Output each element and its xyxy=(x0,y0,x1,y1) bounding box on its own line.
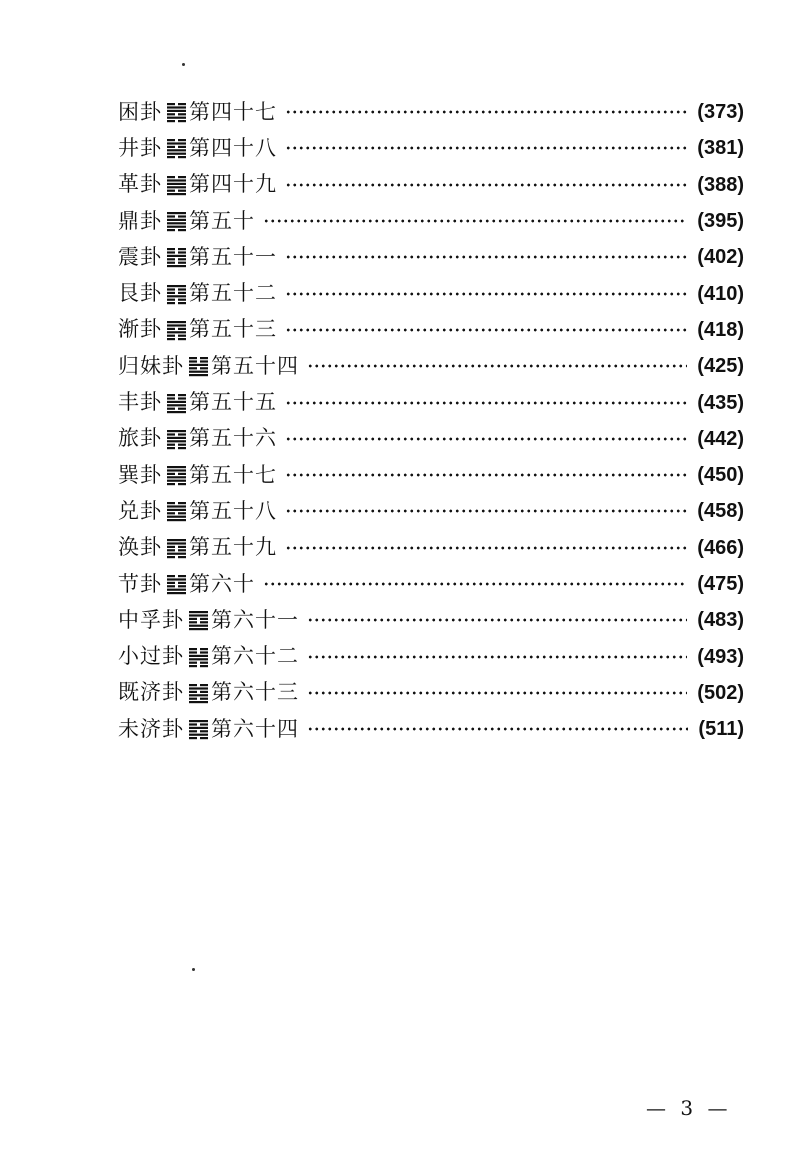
yang-line xyxy=(167,470,186,472)
toc-entry[interactable] xyxy=(118,675,744,711)
toc-entry[interactable] xyxy=(118,275,744,311)
yin-line-segment xyxy=(167,113,175,115)
hexagram-symbol-icon xyxy=(167,464,186,486)
hexagram-name: 震卦 xyxy=(118,244,162,269)
yang-line xyxy=(167,265,186,267)
yang-line xyxy=(167,440,186,442)
hexagram-name: 井卦 xyxy=(118,135,162,160)
yin-line-segment xyxy=(200,367,208,369)
dot-leader xyxy=(307,691,687,695)
yin-line-segment xyxy=(178,575,186,577)
yin-line-segment xyxy=(167,120,175,122)
page-reference: (402) xyxy=(697,246,744,269)
hexagram-name: 巽卦 xyxy=(118,462,162,487)
yang-line xyxy=(167,552,186,554)
toc-entry[interactable] xyxy=(118,94,744,130)
hexagram-symbol-icon xyxy=(167,573,186,595)
hexagram-name: 小过卦 xyxy=(118,644,184,669)
hexagram-name: 节卦 xyxy=(118,571,162,596)
dot-leader xyxy=(285,473,687,477)
yin-line-segment xyxy=(200,618,208,620)
yin-line-segment xyxy=(167,513,175,515)
dot-leader xyxy=(307,364,687,368)
hexagram-order: 第五十五 xyxy=(189,390,277,415)
dot-leader xyxy=(307,727,688,731)
yin-line-segment xyxy=(178,473,186,475)
yin-line-segment xyxy=(189,697,197,699)
yin-line-segment xyxy=(200,730,208,732)
hexagram-order: 第六十一 xyxy=(211,607,299,632)
page-reference: (493) xyxy=(697,645,744,668)
yin-line-segment xyxy=(178,394,186,396)
hexagram-symbol-icon xyxy=(189,718,208,740)
yang-line xyxy=(167,539,186,541)
page-reference: (511) xyxy=(698,718,744,741)
toc-entry[interactable] xyxy=(118,711,744,747)
yang-line xyxy=(167,212,186,214)
yang-line xyxy=(167,321,186,323)
yin-line-segment xyxy=(167,394,175,396)
hexagram-name: 未济卦 xyxy=(118,716,184,741)
yin-line-segment xyxy=(167,433,175,435)
yin-line-segment xyxy=(167,215,175,217)
yang-line xyxy=(167,295,186,297)
yin-line-segment xyxy=(200,661,208,663)
hexagram-symbol-icon xyxy=(189,355,208,377)
yin-line-segment xyxy=(178,146,186,148)
hexagram-order: 第四十八 xyxy=(189,135,277,160)
yin-line-segment xyxy=(178,397,186,399)
yin-line-segment xyxy=(178,139,186,141)
yang-line xyxy=(189,694,208,696)
yin-line-segment xyxy=(200,651,208,653)
yang-line xyxy=(167,150,186,152)
yin-line-segment xyxy=(189,361,197,363)
yin-line-segment xyxy=(189,648,197,650)
hexagram-name: 革卦 xyxy=(118,172,162,197)
yin-line-segment xyxy=(178,176,186,178)
yin-line-segment xyxy=(167,288,175,290)
yang-line xyxy=(189,374,208,376)
yang-line xyxy=(189,611,208,613)
yin-line-segment xyxy=(178,447,186,449)
yang-line xyxy=(167,476,186,478)
yang-line xyxy=(167,480,186,482)
hexagram-symbol-icon xyxy=(167,500,186,522)
hexagram-order: 第六十三 xyxy=(211,680,299,705)
hexagram-name: 渐卦 xyxy=(118,317,162,342)
yin-line-segment xyxy=(167,397,175,399)
hexagram-order: 第五十 xyxy=(189,208,255,233)
yang-line xyxy=(167,255,186,257)
yin-line-segment xyxy=(167,556,175,558)
yang-line xyxy=(167,404,186,406)
hexagram-name: 中孚卦 xyxy=(118,607,184,632)
yang-line xyxy=(167,578,186,580)
yang-line xyxy=(167,542,186,544)
yang-line xyxy=(189,687,208,689)
dot-leader xyxy=(307,655,687,659)
yang-line xyxy=(189,658,208,660)
yang-line xyxy=(167,592,186,594)
dot-leader xyxy=(285,509,687,513)
yin-line-segment xyxy=(189,684,197,686)
yin-line-segment xyxy=(167,585,175,587)
yin-line-segment xyxy=(189,661,197,663)
yin-line-segment xyxy=(178,407,186,409)
page-reference: (381) xyxy=(697,137,744,160)
toc-entry[interactable] xyxy=(118,457,744,493)
yin-line-segment xyxy=(200,648,208,650)
yin-line-segment xyxy=(189,724,197,726)
yin-line-segment xyxy=(189,367,197,369)
yin-line-segment xyxy=(178,120,186,122)
yin-line-segment xyxy=(178,291,186,293)
yin-line-segment xyxy=(167,546,175,548)
hexagram-symbol-icon xyxy=(167,210,186,232)
yin-line-segment xyxy=(167,328,175,330)
yin-line-segment xyxy=(178,215,186,217)
toc-entry[interactable] xyxy=(118,348,744,384)
toc-entry[interactable] xyxy=(118,530,744,566)
yin-line-segment xyxy=(167,575,175,577)
yin-line-segment xyxy=(167,473,175,475)
yang-line xyxy=(189,654,208,656)
yin-line-segment xyxy=(200,737,208,739)
toc-entry[interactable] xyxy=(118,167,744,203)
toc-entry[interactable] xyxy=(118,384,744,420)
yin-line-segment xyxy=(167,549,175,551)
toc-entry[interactable] xyxy=(118,566,744,602)
yin-line-segment xyxy=(178,556,186,558)
dot-leader xyxy=(285,183,687,187)
yang-line xyxy=(167,430,186,432)
yang-line xyxy=(189,734,208,736)
hexagram-order: 第四十九 xyxy=(189,172,277,197)
hexagram-order: 第五十一 xyxy=(189,244,277,269)
toc-entry[interactable] xyxy=(118,602,744,638)
yang-line xyxy=(167,400,186,402)
yin-line-segment xyxy=(200,691,208,693)
hexagram-symbol-icon xyxy=(167,537,186,559)
yin-line-segment xyxy=(200,724,208,726)
page-reference: (442) xyxy=(697,427,744,450)
hexagram-name: 涣卦 xyxy=(118,535,162,560)
page-reference: (388) xyxy=(697,173,744,196)
yin-line-segment xyxy=(189,651,197,653)
yang-line xyxy=(167,143,186,145)
dot-leader xyxy=(285,255,687,259)
yin-line-segment xyxy=(178,546,186,548)
yin-line-segment xyxy=(167,335,175,337)
yin-line-segment xyxy=(167,483,175,485)
hexagram-symbol-icon xyxy=(167,319,186,341)
hexagram-order: 第六十四 xyxy=(211,716,299,741)
hexagram-symbol-icon xyxy=(167,174,186,196)
yin-line-segment xyxy=(189,621,197,623)
yang-line xyxy=(167,193,186,195)
yin-line-segment xyxy=(178,288,186,290)
yin-line-segment xyxy=(178,335,186,337)
toc-entry[interactable] xyxy=(118,312,744,348)
hexagram-name: 困卦 xyxy=(118,99,162,124)
toc-entry[interactable] xyxy=(118,130,744,166)
toc-entry[interactable] xyxy=(118,493,744,529)
table-of-contents xyxy=(118,94,744,747)
yin-line-segment xyxy=(189,737,197,739)
yin-line-segment xyxy=(178,302,186,304)
yin-line-segment xyxy=(189,618,197,620)
page-reference: (410) xyxy=(697,282,744,305)
yang-line xyxy=(167,411,186,413)
yin-line-segment xyxy=(178,483,186,485)
hexagram-name: 归妹卦 xyxy=(118,353,184,378)
yin-line-segment xyxy=(200,665,208,667)
yin-line-segment xyxy=(167,262,175,264)
yin-line-segment xyxy=(178,585,186,587)
page-reference: (475) xyxy=(697,573,744,595)
hexagram-order: 第五十六 xyxy=(189,426,277,451)
yang-line xyxy=(167,437,186,439)
hexagram-symbol-icon xyxy=(167,283,186,305)
yang-line xyxy=(167,506,186,508)
yin-line-segment xyxy=(178,338,186,340)
page-reference: (373) xyxy=(697,101,744,124)
yin-line-segment xyxy=(178,549,186,551)
yin-line-segment xyxy=(178,513,186,515)
dot-leader xyxy=(285,401,687,405)
yang-line xyxy=(189,364,208,366)
yin-line-segment xyxy=(167,443,175,445)
dot-leader xyxy=(263,219,687,223)
yang-line xyxy=(167,589,186,591)
yin-line-segment xyxy=(178,113,186,115)
yin-line-segment xyxy=(178,103,186,105)
hexagram-order: 第五十二 xyxy=(189,281,277,306)
yin-line-segment xyxy=(178,259,186,261)
dot-leader xyxy=(285,546,687,550)
hexagram-symbol-icon xyxy=(167,392,186,414)
hexagram-order: 第五十四 xyxy=(211,353,299,378)
toc-entry[interactable] xyxy=(118,203,744,239)
yin-line-segment xyxy=(167,248,175,250)
page-reference: (450) xyxy=(697,464,744,487)
yin-line-segment xyxy=(167,338,175,340)
page-reference: (395) xyxy=(697,210,744,233)
hexagram-name: 丰卦 xyxy=(118,390,162,415)
hexagram-order: 第四十七 xyxy=(189,99,277,124)
yin-line-segment xyxy=(167,291,175,293)
yin-line-segment xyxy=(178,248,186,250)
yang-line xyxy=(189,371,208,373)
yin-line-segment xyxy=(167,229,175,231)
yin-line-segment xyxy=(167,259,175,261)
yin-line-segment xyxy=(167,139,175,141)
dot-leader xyxy=(285,110,687,114)
hexagram-order: 第五十七 xyxy=(189,462,277,487)
yang-line xyxy=(167,186,186,188)
yin-line-segment xyxy=(178,262,186,264)
page-reference: (458) xyxy=(697,500,744,523)
yang-line xyxy=(189,727,208,729)
scan-speck xyxy=(182,63,185,66)
yang-line xyxy=(167,226,186,228)
toc-entry[interactable] xyxy=(118,638,744,674)
yang-line xyxy=(167,107,186,109)
hexagram-name: 鼎卦 xyxy=(118,208,162,233)
yang-line xyxy=(189,615,208,617)
yin-line-segment xyxy=(189,691,197,693)
hexagram-symbol-icon xyxy=(189,646,208,668)
hexagram-symbol-icon xyxy=(167,101,186,123)
scan-speck xyxy=(192,968,195,971)
yin-line-segment xyxy=(200,621,208,623)
yang-line xyxy=(167,509,186,511)
yang-line xyxy=(167,324,186,326)
yin-line-segment xyxy=(167,189,175,191)
yin-line-segment xyxy=(167,407,175,409)
yin-line-segment xyxy=(178,156,186,158)
yin-line-segment xyxy=(167,252,175,254)
hexagram-symbol-icon xyxy=(167,428,186,450)
hexagram-symbol-icon xyxy=(189,682,208,704)
yin-line-segment xyxy=(189,665,197,667)
hexagram-order: 第五十九 xyxy=(189,535,277,560)
yang-line xyxy=(167,466,186,468)
yin-line-segment xyxy=(189,357,197,359)
hexagram-order: 第六十 xyxy=(189,571,255,596)
yin-line-segment xyxy=(167,156,175,158)
hexagram-symbol-icon xyxy=(189,609,208,631)
dot-leader xyxy=(307,618,687,622)
yin-line-segment xyxy=(178,229,186,231)
yang-line xyxy=(189,701,208,703)
yin-line-segment xyxy=(167,447,175,449)
page-number: — 3 — xyxy=(646,1096,732,1120)
yin-line-segment xyxy=(200,684,208,686)
dot-leader xyxy=(285,146,687,150)
dot-leader xyxy=(285,328,687,332)
hexagram-name: 既济卦 xyxy=(118,680,184,705)
yin-line-segment xyxy=(178,502,186,504)
hexagram-name: 艮卦 xyxy=(118,281,162,306)
yin-line-segment xyxy=(167,502,175,504)
page-reference: (425) xyxy=(697,355,744,378)
yang-line xyxy=(189,625,208,627)
page-reference: (502) xyxy=(697,681,744,704)
hexagram-order: 第六十二 xyxy=(211,644,299,669)
toc-entry[interactable] xyxy=(118,239,744,275)
yang-line xyxy=(189,720,208,722)
yin-line-segment xyxy=(178,433,186,435)
yin-line-segment xyxy=(200,357,208,359)
dot-leader xyxy=(285,292,687,296)
yang-line xyxy=(167,179,186,181)
yang-line xyxy=(167,285,186,287)
yang-line xyxy=(167,110,186,112)
hexagram-symbol-icon xyxy=(167,137,186,159)
yin-line-segment xyxy=(178,582,186,584)
yin-line-segment xyxy=(178,189,186,191)
page-reference: (466) xyxy=(697,536,744,559)
yin-line-segment xyxy=(178,443,186,445)
yang-line xyxy=(167,153,186,155)
yang-line xyxy=(167,519,186,521)
yang-line xyxy=(167,516,186,518)
yin-line-segment xyxy=(167,582,175,584)
yin-line-segment xyxy=(167,298,175,300)
yang-line xyxy=(167,222,186,224)
dot-leader xyxy=(285,437,687,441)
yang-line xyxy=(167,331,186,333)
yang-line xyxy=(189,628,208,630)
hexagram-symbol-icon xyxy=(167,246,186,268)
yin-line-segment xyxy=(178,252,186,254)
yang-line xyxy=(167,183,186,185)
yin-line-segment xyxy=(200,361,208,363)
yang-line xyxy=(167,117,186,119)
page-reference: (483) xyxy=(697,609,744,632)
toc-entry[interactable] xyxy=(118,421,744,457)
dot-leader xyxy=(263,582,687,586)
page-reference: (435) xyxy=(697,391,744,414)
hexagram-name: 旅卦 xyxy=(118,426,162,451)
yin-line-segment xyxy=(167,176,175,178)
hexagram-order: 第五十三 xyxy=(189,317,277,342)
yin-line-segment xyxy=(200,697,208,699)
yin-line-segment xyxy=(167,302,175,304)
yang-line xyxy=(167,219,186,221)
page-reference: (418) xyxy=(697,318,744,341)
hexagram-order: 第五十八 xyxy=(189,498,277,523)
yin-line-segment xyxy=(167,103,175,105)
yin-line-segment xyxy=(178,298,186,300)
yin-line-segment xyxy=(167,146,175,148)
yin-line-segment xyxy=(189,730,197,732)
yin-line-segment xyxy=(178,328,186,330)
hexagram-name: 兑卦 xyxy=(118,498,162,523)
